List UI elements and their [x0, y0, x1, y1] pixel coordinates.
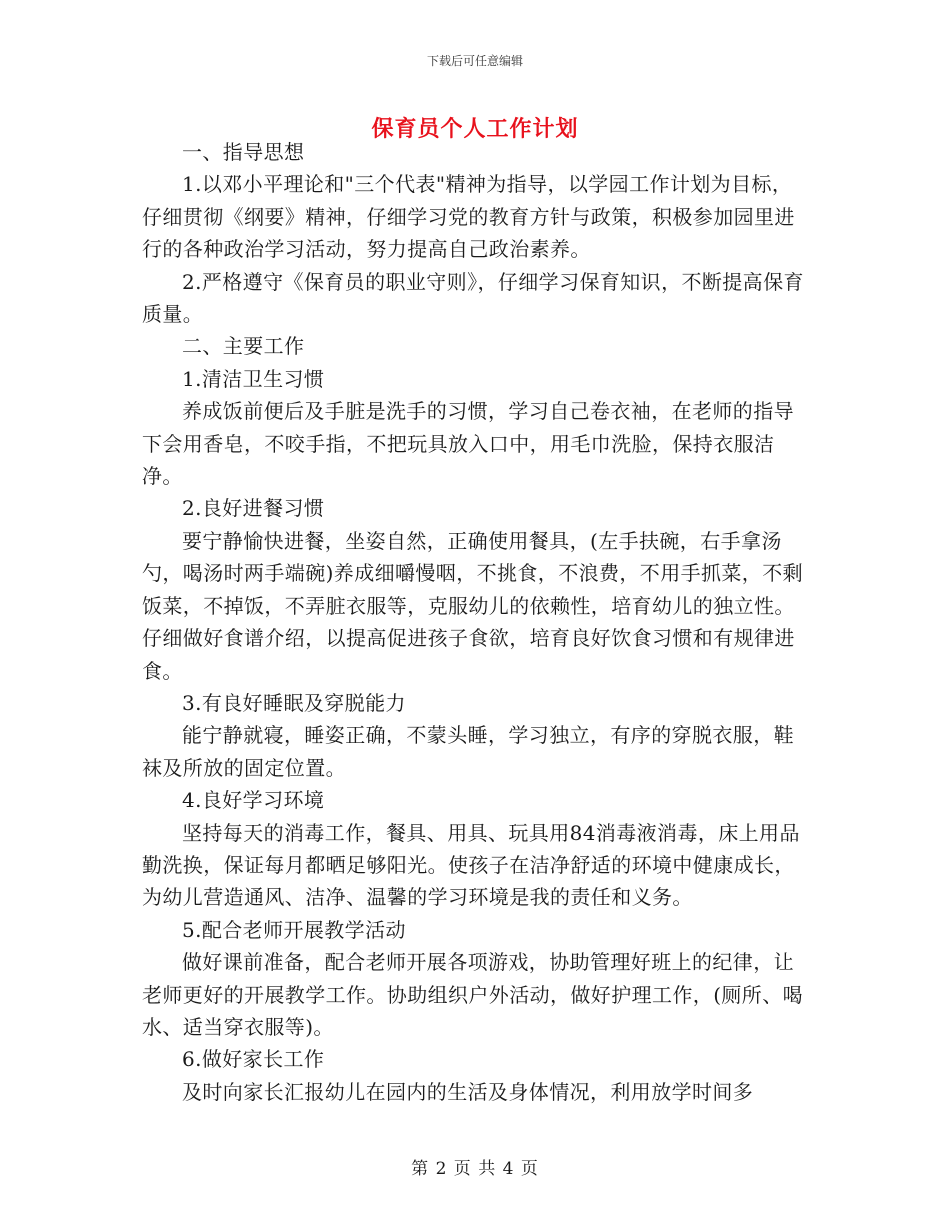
section-heading-guiding-ideology: 一、指导思想 [182, 140, 305, 164]
subheading-teaching-support: 5.配合老师开展教学活动 [182, 917, 406, 942]
subheading-hygiene-habits: 1.清洁卫生习惯 [182, 366, 325, 391]
header-note: 下载后可任意编辑 [426, 54, 523, 68]
paragraph-teaching-support: 做好课前准备，配合老师开展各项游戏，协助管理好班上的纪律，让老师更好的开展教学工作。协助组织户外活动，做好护理工作，(厕所、喝水、适当穿衣服等)。 [142, 950, 804, 1039]
section-heading-main-work: 二、主要工作 [182, 334, 305, 359]
subheading-parent-work: 6.做好家长工作 [182, 1047, 325, 1072]
subheading-eating-habits: 2.良好进餐习惯 [182, 496, 325, 521]
page-footer: 第 2 页 共 4 页 [411, 1159, 539, 1179]
document-body [142, 136, 812, 1108]
paragraph-guiding-2: 2.严格遵守《保育员的职业守则》，仔细学习保育知识，不断提高保育质量。 [142, 269, 804, 327]
subheading-sleep-dressing: 3.有良好睡眠及穿脱能力 [182, 690, 406, 715]
document-title: 保育员个人工作计划 [371, 116, 579, 142]
subheading-learning-environment: 4.良好学习环境 [182, 788, 325, 813]
paragraph-guiding-1: 1.以邓小平理论和"三个代表"精神为指导，以学园工作计划为目标，仔细贯彻《纲要》精神，仔细学习党的教育方针与政策，积极参加园里进行的各种政治学习活动，努力提高自己政治素养。 [142, 172, 795, 262]
paragraph-parent-work: 及时向家长汇报幼儿在园内的生活及身体情况，利用放学时间多 [182, 1079, 754, 1104]
paragraph-eating-habits: 要宁静愉快进餐，坐姿自然，正确使用餐具，(左手扶碗，右手拿汤勺，喝汤时两手端碗)养成细嚼慢咽，不挑食，不浪费，不用手抓菜，不剩饭菜，不掉饭，不弄脏衣服等，克服幼儿的依赖性，培育幼儿的独立性。仔细做好食谱介绍，以提高促进孩子食欲，培育良好饮食习惯和有规律进食。 [142, 528, 804, 683]
paragraph-hygiene-habits: 养成饭前便后及手脏是洗手的习惯，学习自己卷衣袖，在老师的指导下会用香皂，不咬手指，不把玩具放入口中，用毛巾洗脸，保持衣服洁净。 [142, 399, 794, 489]
paragraph-learning-environment: 坚持每天的消毒工作，餐具、用具、玩具用84消毒液消毒，床上用品勤洗换，保证每月都晒足够阳光。使孩子在洁净舒适的环境中健康成长，为幼儿营造通风、洁净、温馨的学习环境是我的责任和义务。 [142, 820, 800, 910]
paragraph-sleep-dressing: 能宁静就寝，睡姿正确，不蒙头睡，学习独立，有序的穿脱衣服，鞋袜及所放的固定位置。 [142, 723, 794, 780]
